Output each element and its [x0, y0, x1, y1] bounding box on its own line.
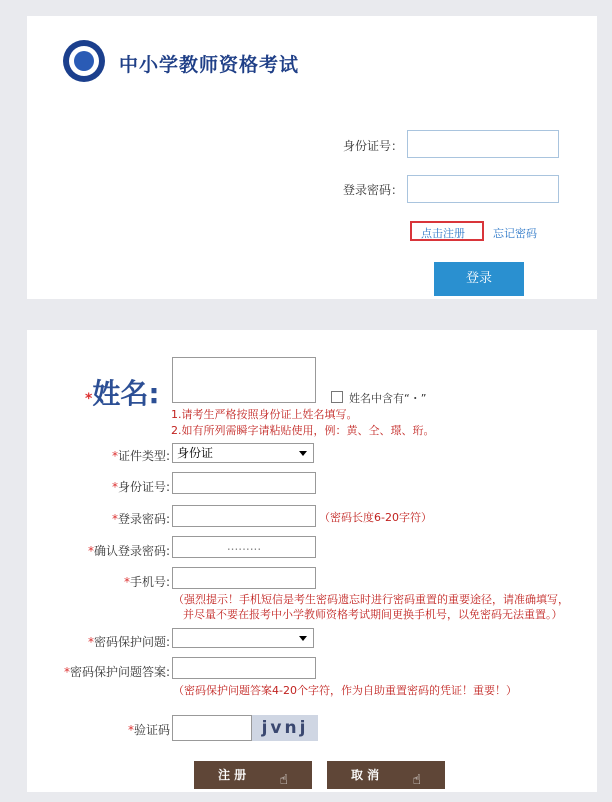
cert-type-select[interactable]: 身份证: [172, 443, 314, 463]
security-answer-hint: （密码保护问题答案4-20个字符，作为自助重置密码的凭证！重要！）: [173, 684, 517, 697]
password-hint: （密码长度6-20字符）: [319, 511, 432, 524]
password-label: 登录密码：: [343, 183, 404, 197]
captcha-input[interactable]: [172, 715, 252, 741]
submit-label: 注 册: [218, 768, 247, 782]
cancel-label: 取 消: [351, 768, 380, 782]
security-question-select[interactable]: [172, 628, 314, 648]
id-label: 身份证号：: [343, 139, 404, 153]
login-panel: [27, 16, 597, 299]
confirm-password-label: *确认登录密码:: [87, 544, 170, 558]
required-star: *: [85, 391, 93, 407]
name-label-text: 姓名:: [92, 377, 160, 410]
captcha-label: *验证码: [127, 723, 170, 737]
name-dot-checkbox-label: 姓名中含有“・”: [349, 392, 427, 405]
id-number-input[interactable]: [172, 472, 316, 494]
security-answer-label: *密码保护问题答案:: [63, 665, 170, 679]
chevron-down-icon: [299, 451, 307, 456]
login-id-input[interactable]: [407, 130, 559, 158]
phone-hint-2: 并尽量不要在报考中小学教师资格考试期间更换手机号，以免密码无法重置。）: [183, 608, 563, 621]
captcha-image[interactable]: jvnj: [252, 715, 318, 741]
security-question-label: *密码保护问题:: [87, 635, 170, 649]
chevron-down-icon: [299, 636, 307, 641]
password-input[interactable]: [172, 505, 316, 527]
name-input[interactable]: [172, 357, 316, 403]
hand-pointer-icon: ☝: [279, 772, 288, 788]
registration-panel: [27, 330, 597, 792]
id-number-label: *身份证号:: [111, 480, 170, 494]
security-answer-input[interactable]: [172, 657, 316, 679]
brand-title: 中小学教师资格考试: [119, 54, 300, 76]
login-button[interactable]: 登录: [434, 262, 524, 296]
submit-register-button[interactable]: [194, 761, 312, 789]
exam-logo-icon: [63, 40, 105, 82]
phone-label: *手机号:: [123, 575, 170, 589]
confirm-password-input[interactable]: .........: [172, 536, 316, 558]
name-hint-2: 2.如有所列需瞬字请粘贴使用，例：黄、仝、璟、珩。: [171, 424, 435, 437]
cancel-button[interactable]: [327, 761, 445, 789]
hand-pointer-icon: ☝: [412, 772, 421, 788]
cert-type-label: *证件类型:: [111, 449, 170, 463]
password-label: *登录密码:: [111, 512, 170, 526]
name-hint-1: 1.请考生严格按照身份证上姓名填写。: [171, 408, 358, 421]
name-dot-checkbox[interactable]: [331, 391, 343, 403]
register-link[interactable]: 点击注册: [421, 227, 465, 240]
forgot-password-link[interactable]: 忘记密码: [493, 227, 537, 240]
phone-input[interactable]: [172, 567, 316, 589]
phone-hint-1: （强烈提示！手机短信是考生密码遗忘时进行密码重置的重要途径，请准确填写，: [173, 593, 569, 606]
name-label: [85, 372, 160, 412]
login-password-input[interactable]: [407, 175, 559, 203]
